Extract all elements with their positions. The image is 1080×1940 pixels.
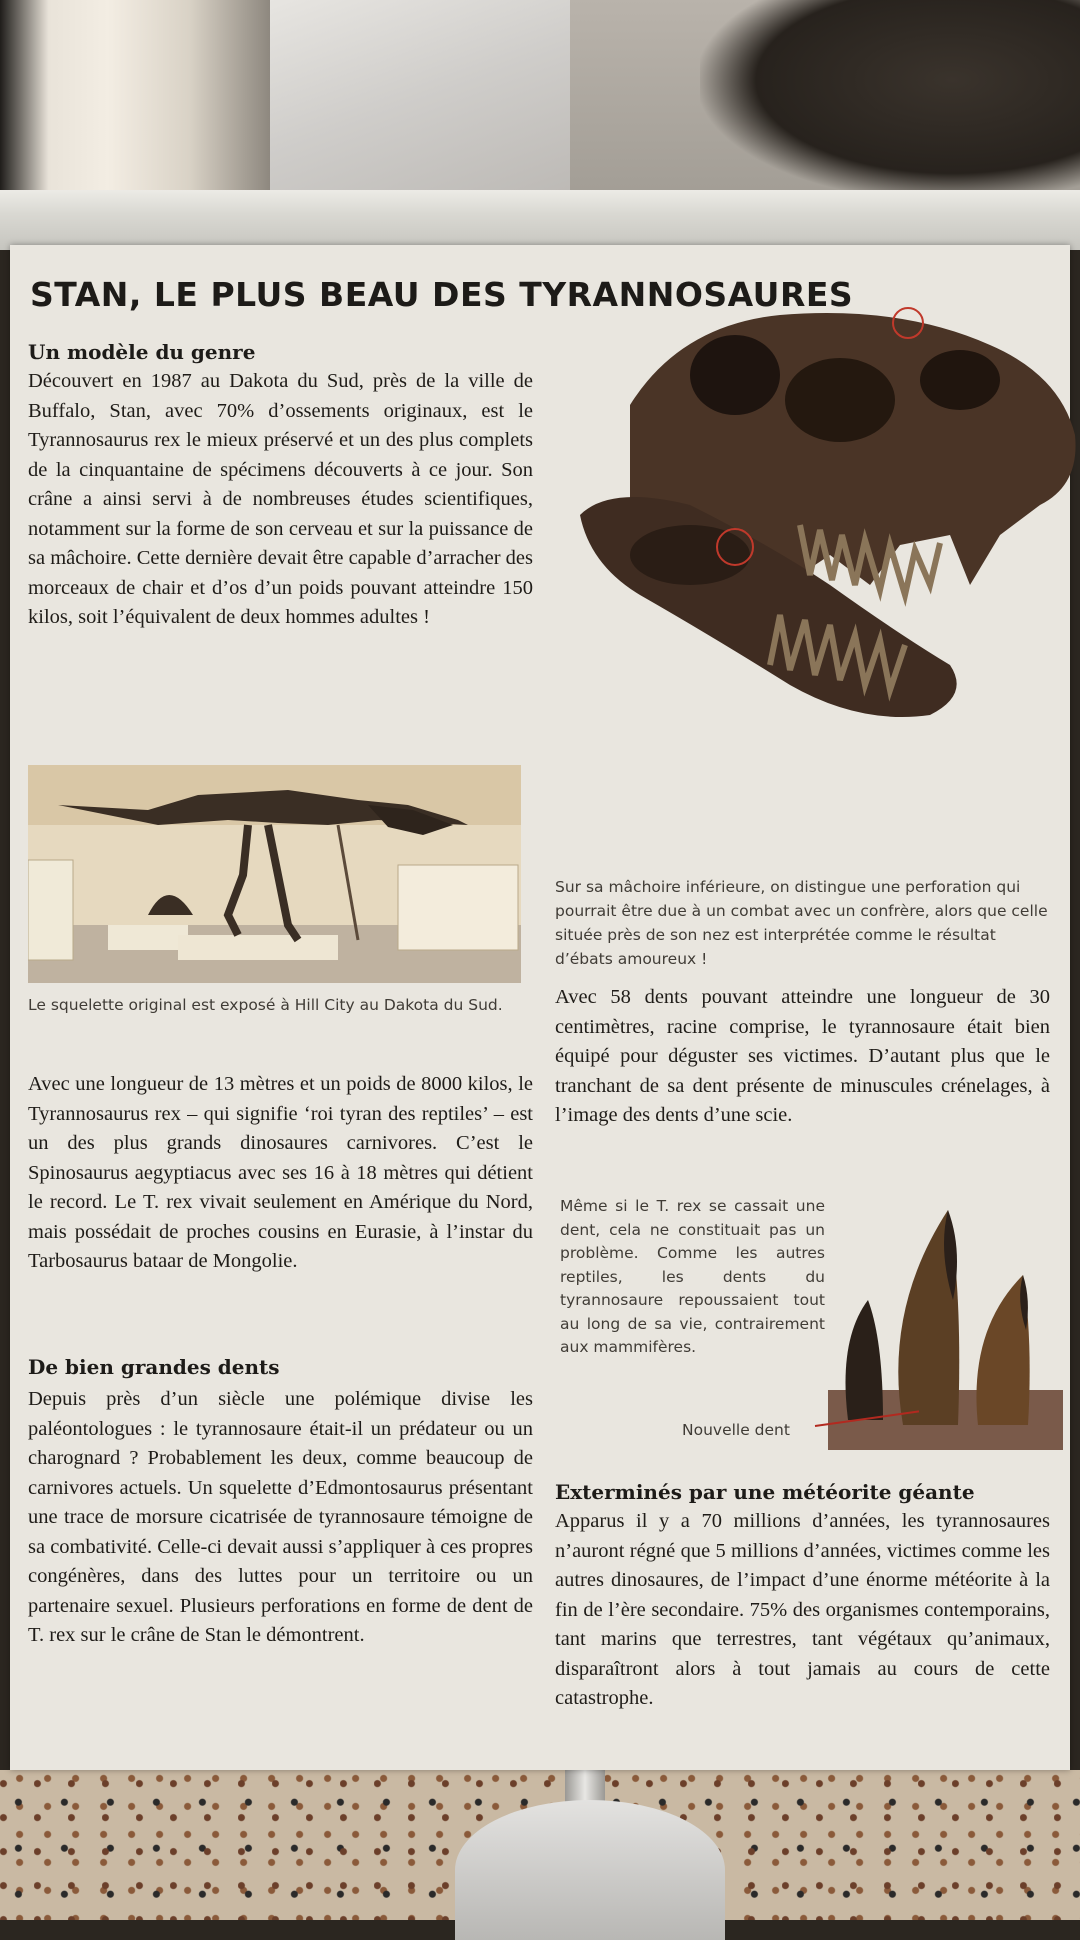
trex-teeth-photo [828,1190,1063,1450]
section-body-size: Avec une longueur de 13 mètres et un poids de 8000 kilos, le Tyrannosaurus rex – qui signifie ‘roi tyran des reptiles’ – est un des plus grands dinosaures carnivores. C’est le Spinosaurus aegyptiacus avec ses 16 à 18 mètres qui détient le record. Le T. rex vivait seulement en Amérique du Nord, mais possédait de proches cousins en Eurasie, à l’instar du Tarbosaurus bataar de Mongolie. [28,1073,533,1272]
display-glass-edge [0,190,1080,250]
stand-base [455,1800,725,1940]
section-body-predator: Depuis près d’un siècle une polémique divise les paléontologues : le tyrannosaure était-il un prédateur ou un charognard ? Probablement les deux, comme beaucoup de carnivores actuels. Un squelette d’Edmontosaurus présentant une trace de morsure cicatrisée de tyrannosaure témoigne de sa combativité. Celle-ci devait aussi s’appliquer à ces propres congénères, dans des luttes pour un territoire ou un partenaire sexuel. Plusieurs perforations en forme de dent de T. rex sur le crâne de Stan le démontrent. [28,1388,533,1646]
section-heading-model: Un modèle du genre [28,340,256,364]
museum-skeleton-photo [28,765,521,983]
placard-title: STAN, LE PLUS BEAU DES TYRANNOSAURES [30,275,854,314]
museum-photo-caption: Le squelette original est exposé à Hill City au Dakota du Sud. [28,996,503,1014]
teeth-caption: Même si le T. rex se cassait une dent, cela ne constituait pas un problème. Comme les autres reptiles, les dents du tyrannosaure repoussaient tout au long de sa vie, contrairement aux mammifères. [560,1197,825,1356]
section-body-dentition: Avec 58 dents pouvant atteindre une longueur de 30 centimètres, racine comprise, le tyrannosaure était bien équipé pour déguster ses victimes. D’autant plus que le tranchant de sa dent présente de minuscules crénelages, à l’image des dents d’une scie. [555,986,1050,1126]
section-body-extinction: Apparus il y a 70 millions d’années, les tyrannosaures n’auront régné que 5 millions d’années, victimes comme les autres dinosaures, de l’impact d’une énorme météorite à la fin de l’ère secondaire. 75% des organismes contemporains, tant marins que terrestres, tant végétaux qu’animaux, disparaîtront alors à tout jamais au cours de cette catastrophe. [555,1510,1050,1709]
section-heading-teeth: De bien grandes dents [28,1355,280,1379]
trex-skull-photo [570,285,1080,830]
info-placard [10,245,1070,1770]
skull-caption: Sur sa mâchoire inférieure, on distingue une perforation qui pourrait être due à un combat avec un confrère, alors que celle située près de son nez est interprétée comme le résultat d’ébats amoureux ! [555,878,1048,968]
background-window [270,0,570,190]
section-heading-extinction: Exterminés par une météorite géante [555,1480,975,1504]
background-fossil [700,0,1080,200]
background-frame [0,0,270,200]
new-tooth-label: Nouvelle dent [682,1421,790,1439]
section-body-model: Découvert en 1987 au Dakota du Sud, près de la ville de Buffalo, Stan, avec 70% d’ossements originaux, est le Tyrannosaurus rex le mieux préservé et un des plus complets de la cinquantaine de spécimens découverts à ce jour. Son crâne a ainsi servi à de nombreuses études scientifiques, notamment sur la forme de son cerveau et sur la puissance de sa mâchoire. Cette dernière devait être capable d’arracher des morceaux de chair et d’os d’un poids pouvant atteindre 150 kilos, soit l’équivalent de deux hommes adultes ! [28,370,533,628]
